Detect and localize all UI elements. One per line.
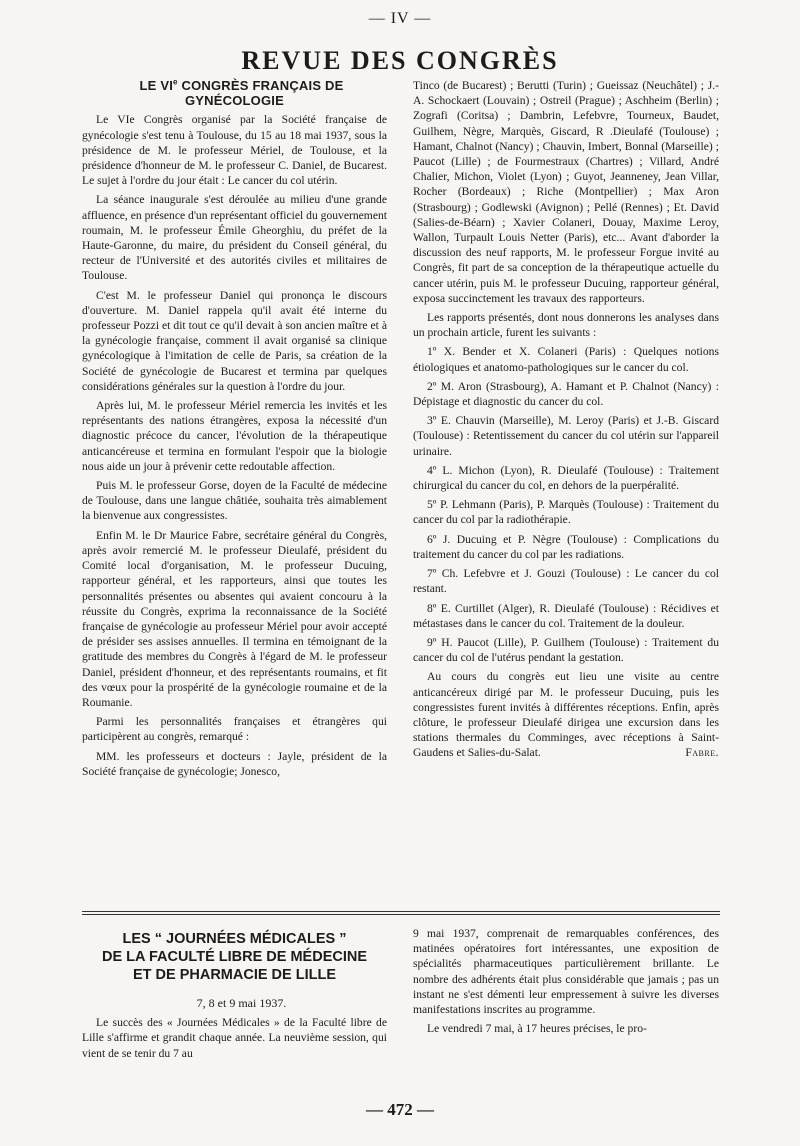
article-congres-right-column <box>413 78 719 765</box>
article-journees-right-column <box>413 926 719 1040</box>
paragraph: Enfin M. le Dr Maurice Fabre, secrétaire général du Congrès, après avoir remercié M. le professeur Dieulafé, président du Comité local d'organisation, M. le professeur Ducuing, rapporteur général, et les rapporteurs, ainsi que toutes les personnalités présentes ou absentes qui avaient concouru à la réussite du Congrès, exprima la reconnaissance de la Société française de gynécologie au professeur Mériel pour avoir accepté de présider ses assises annuelles. Il termina en témoignant de la gratitude des membres du Congrès à l'égard de M. le professeur Daniel, président d'honneur, et des représentants roumains, et fit des vœux pour la prospérité de la gynécologie roumaine et de la Roumanie. <box>82 528 387 709</box>
paragraph: 9 mai 1937, comprenait de remarquables conférences, des matinées opératoires fort intéressantes, une exposition de spécialités pharmaceutiques particulièrement brillante. Le nombre des adhérents était plus considérable que jamais ; pas un instant ne s'est démenti leur empressement à suivre les diverses manifestations inscrites au programme. <box>413 927 719 1017</box>
section-divider <box>82 911 720 912</box>
masthead-title: REVUE DES CONGRÈS <box>241 46 559 75</box>
article-journees-left-column <box>82 926 387 1065</box>
paragraph-closing: Au cours du congrès eut lieu une visite au centre anticancéreux dirigé par M. le professeur Ducuing, puis les congressistes furent invités à différentes réceptions. Enfin, après clôture, le professeur Dieulafé dirigea une excursion dans les stations thermales du Comminges, avec réceptions à Saint-Gaudens et Salies-du-Salat. Fabre. <box>413 670 719 760</box>
report-item: 4º L. Michon (Lyon), R. Dieulafé (Toulouse) : Traitement chirurgical du cancer du col, en dehors de la puerpéralité. <box>413 463 719 493</box>
dateline: 7, 8 et 9 mai 1937. <box>196 996 287 1010</box>
paragraph: La séance inaugurale s'est déroulée au milieu d'une grande affluence, en présence d'un représentant officiel du gouvernement roumain, M. le professeur Émile Gheorghiu, du préfet de la Haute-Garonne, du maire, du président du Conseil général, du recteur de l'Université et des autorités civiles et militaires de Toulouse. <box>82 193 387 283</box>
paragraph: Le succès des « Journées Médicales » de la Faculté libre de Lille s'affirme et grandit chaque année. La neuvième session, qui vient de se tenir du 7 au <box>82 1016 387 1060</box>
paragraph-reports-intro: Les rapports présentés, dont nous donnerons les analyses dans un prochain article, furent les suivants : <box>413 311 719 340</box>
report-item: 3º E. Chauvin (Marseille), M. Leroy (Paris) et J.-B. Giscard (Toulouse) : Retentissement du cancer du col utérin sur l'appareil urinaire. <box>413 414 719 458</box>
report-item: 6º J. Ducuing et P. Nègre (Toulouse) : Complications du traitement du cancer du col par les radiations. <box>413 532 719 561</box>
report-item: 2º M. Aron (Strasbourg), A. Hamant et P. Chalnot (Nancy) : Dépistage et diagnostic du cancer du col. <box>413 379 719 409</box>
page-number: — 472 — <box>366 1100 434 1119</box>
paragraph: Après lui, M. le professeur Mériel remercia les invités et les représentants des nations étrangères, exposa la nécessité d'un diagnostic précoce du cancer, l'évolution de la thérapeutique anticancéreuse et termina en formulant l'espoir que la biologie nous aide un jour à prévenir cette redoutable affection. <box>82 399 387 473</box>
paragraph: Le VIe Congrès organisé par la Société française de gynécologie s'est tenu à Toulouse, du 15 au 18 mai 1937, sous la présidence de M. le professeur Mériel, de Toulouse, et la présidence d'honneur de M. le professeur C. Daniel, de Bucarest. Le sujet à l'ordre du jour était : Le cancer du col utérin. <box>82 113 387 188</box>
section-divider-double <box>82 914 720 915</box>
article-journees-title: LES “ JOURNÉES MÉDICALES ” DE LA FACULTÉ LIBRE DE MÉDECINE ET DE PHARMACIE DE LILLE <box>101 931 368 983</box>
report-item: 1º X. Bender et X. Colaneri (Paris) : Quelques notions étiologiques et anatomo-pathologiques sur le cancer du col. <box>413 345 719 374</box>
paragraph: MM. les professeurs et docteurs : Jayle, président de la Société française de gynécologie; Jonesco, <box>82 749 387 778</box>
paragraph-participants: Tinco (de Bucarest) ; Berutti (Turin) ; Gueissaz (Neuchâtel) ; J.-A. Schockaert (Louvain) ; Ostreil (Prague) ; Aschheim (Berlin) ; Zografi (Coritsa) ; Dambrin, Lefebvre, Tourneux, Baudet, Guilhem, Nègre, Marquès, Giscard, R .Dieulafé (Toulouse) ; Hamant, Chalnot (Nancy) ; Chauvin, Imbert, Bonnal (Marseille) ; Paucot (Lille) ; de Fourmestraux (Chartres) ; Villard, André Chalier, Michon, Violet (Lyon) ; Guyot, Jeanneney, Jean Villar, Rocher (Bordeaux) ; Riche (Montpellier) ; Max Aron (Strasbourg) ; Godlewski (Avignon) ; Pellé (Rennes) ; Et. David (Salies-de-Béarn) ; Xavier Colaneri, Douay, Maxime Leroy, Wallon, Turpault Louis Netter (Paris), etc... Avant d'aborder la discussion des neuf rapports, M. le professeur Forgue invité au Congrès, fit part de sa conception de la thérapeutique actuelle du cancer utérin, puis M. le professeur Ducuing, rapporteur général, exposa succinctement les travaux des rapporteurs. <box>413 79 719 305</box>
report-item: 9º H. Paucot (Lille), P. Guilhem (Toulouse) : Traitement du cancer du col de l'utérus pendant la gestation. <box>413 635 719 665</box>
paragraph: Le vendredi 7 mai, à 17 heures précises, le pro- <box>427 1022 647 1036</box>
report-item: 5º P. Lehmann (Paris), P. Marquès (Toulouse) : Traitement du cancer du col par la radiothérapie. <box>413 498 719 527</box>
paragraph: C'est M. le professeur Daniel qui prononça le discours d'ouverture. M. Daniel rappela qu'il avait été interne du professeur Pozzi et dit tout ce qu'il devait à son ancien maître et à la gynécologie française, comment il avait organisé sa clinique gynécologique à l'imitation de celle de Paris, sa création de la Société de gynécologie de Bucarest et termina par quelques considérations générales sur la question à l'ordre du jour. <box>82 288 387 393</box>
roman-page-number: — IV — <box>368 10 432 27</box>
report-item: 8º E. Curtillet (Alger), R. Dieulafé (Toulouse) : Récidives et métastases dans le cancer du col. Traitement de la douleur. <box>413 601 719 630</box>
article-congres-title: LE VIe CONGRÈS FRANÇAIS DE GYNÉCOLOGIE <box>139 77 344 109</box>
article-congres-left-column <box>82 78 387 783</box>
paragraph: Parmi les personnalités françaises et étrangères qui participèrent au congrès, remarqué : <box>82 715 387 744</box>
paragraph: Puis M. le professeur Gorse, doyen de la Faculté de médecine de Toulouse, dans une langue châtiée, souhaita très aimablement la bienvenue aux congressistes. <box>82 479 387 523</box>
report-item: 7º Ch. Lefebvre et J. Gouzi (Toulouse) : Le cancer du col restant. <box>413 567 719 596</box>
author-signature: Fabre. <box>685 746 719 760</box>
